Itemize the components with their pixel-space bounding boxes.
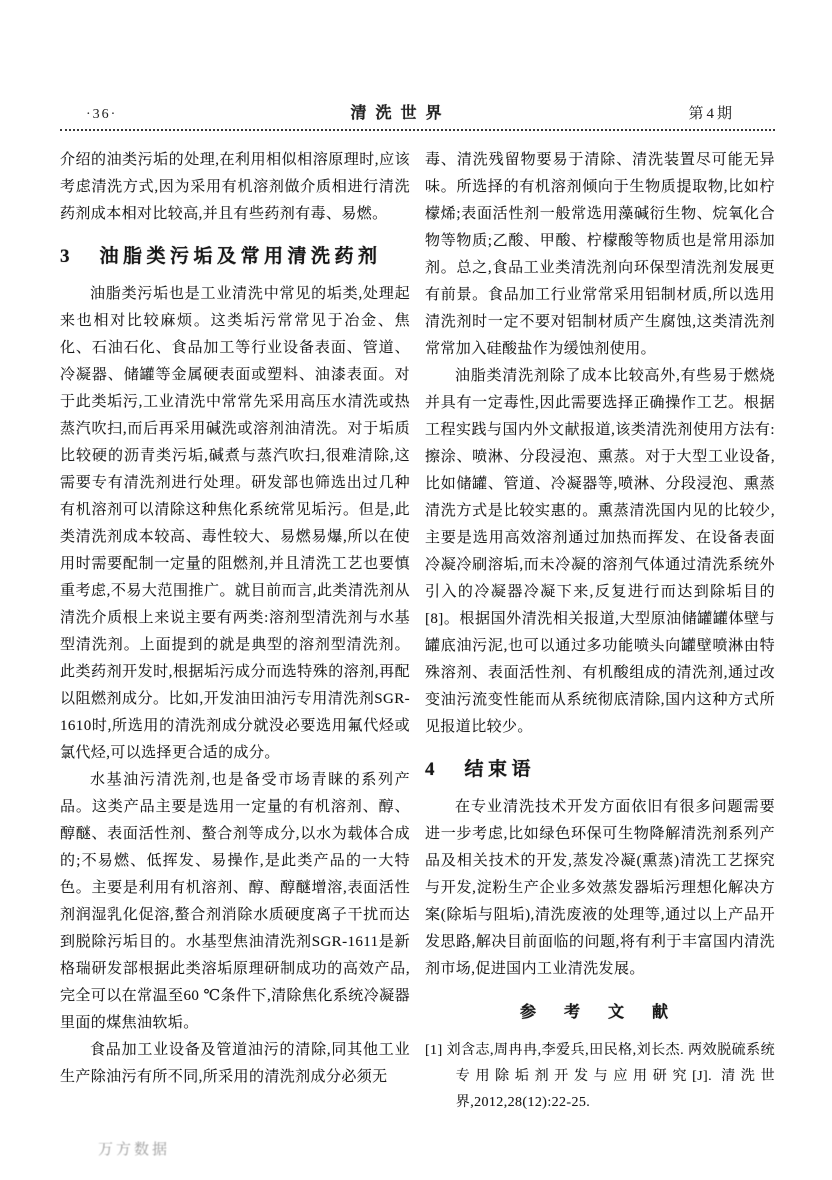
references-heading: 参 考 文 献 xyxy=(519,1004,680,1021)
journal-title: 清洗世界 xyxy=(350,105,451,122)
paragraph-food-continuation: 毒、清洗残留物要易于清除、清洗装置尽可能无异味。所选择的有机溶剂倾向于生物质提取物,比如柠檬烯;表面活性剂一般常选用藻碱衍生物、烷氧化合物等物质;乙酸、甲酸、柠檬酸等物质也是常用添加剂。总之,食品工业类清洗剂向环保型清洗剂发展更有前景。食品加工行业常常采用铝制材质,所以选用清洗剂时一定不要对铝制材质产生腐蚀,这类清洗剂常常加入硅酸盐作为缓蚀剂使用。 xyxy=(425,152,775,357)
section-3-title: 油脂类污垢及常用清洗药剂 xyxy=(99,246,382,267)
paragraph-conclusion: 在专业清洗技术开发方面依旧有很多问题需要进一步考虑,比如绿色环保可生物降解清洗剂系列产品及相关技术的开发,蒸发冷凝(熏蒸)清洗工艺探究与开发,淀粉生产企业多效蒸发器垢污理想化解决方案(除垢与阻垢),清洗废液的处理等,通过以上产品开发思路,解决目前面临的问题,将有利于丰富国内清洗剂市场,促进国内工业清洗发展。 xyxy=(425,799,775,977)
reference-item-1: [1] 刘含志,周冉冉,李爱兵,田民格,刘长杰. 两效脱硫系统专用除垢剂开发与应用研究[J]. 清洗世界,2012,28(12):22-25. xyxy=(425,1043,775,1110)
paragraph-intro-continuation: 介绍的油类污垢的处理,在利用相似相溶原理时,应该考虑清洗方式,因为采用有机溶剂做介质相进行清洗药剂成本相对比较高,并且有些药剂有毒、易燃。 xyxy=(60,152,410,222)
page-number: ·36· xyxy=(86,107,118,122)
paragraph-water-based-cleaner: 水基油污清洗剂,也是备受市场青睐的系列产品。这类产品主要是选用一定量的有机溶剂、醇、醇醚、表面活性剂、螯合剂等成分,以水为载体合成的;不易燃、低挥发、易操作,是此类产品的一大特色。主要是利用有机溶剂、醇、醇醚增溶,表面活性剂润湿乳化促溶,螯合剂消除水质硬度离子干扰而达到脱除污垢目的。水基型焦油清洗剂SGR-1611是新格瑞研发部根据此类溶垢原理研制成功的高效产品,完全可以在常温至60 ℃条件下,清除焦化系统冷凝器里面的煤焦油软垢。 xyxy=(60,772,410,1031)
wanfang-watermark: 万方数据 xyxy=(98,1142,171,1158)
running-header xyxy=(60,100,775,123)
left-column xyxy=(60,147,410,1116)
header-divider xyxy=(60,129,775,131)
section-3-number: 3 xyxy=(60,246,70,267)
section-4-heading xyxy=(425,756,775,783)
section-4-number: 4 xyxy=(425,759,435,780)
issue-number: 第4期 xyxy=(688,106,735,122)
paragraph-oil-dirt: 油脂类污垢也是工业清洗中常见的垢类,处理起来也相对比较麻烦。这类垢污常常见于冶金、焦化、石油石化、食品加工等行业设备表面、管道、冷凝器、储罐等金属硬表面或塑料、油漆表面。对于此类垢污,工业清洗中常常先采用高压水清洗或热蒸汽吹扫,而后再采用碱洗或溶剂油清洗。对于垢质比较硬的沥青类污垢,碱煮与蒸汽吹扫,很难清除,这需要专有清洗剂进行处理。研发部也筛选出过几种有机溶剂可以清除这种焦化系统常见垢污。但是,此类清洗剂成本较高、毒性较大、易燃易爆,所以在使用时需要配制一定量的阻燃剂,并且清洗工艺也要慎重考虑,不易大范围推广。就目前而言,此类清洗剂从清洗介质根上来说主要有两类:溶剂型清洗剂与水基型清洗剂。上面提到的就是典型的溶剂型清洗剂。此类药剂开发时,根据垢污成分而选特殊的溶剂,再配以阻燃剂成分。比如,开发油田油污专用清洗剂SGR-1610时,所选用的清洗剂成分就没必要选用氟代烃或氯代烃,可以选择更合适的成分。 xyxy=(60,286,410,761)
section-4-title: 结束语 xyxy=(464,759,536,780)
section-3-heading xyxy=(60,243,410,270)
paragraph-food-industry: 食品加工业设备及管道油污的清除,同其他工业生产除油污有所不同,所采用的清洗剂成分必须无 xyxy=(60,1042,410,1085)
two-column-body xyxy=(60,147,775,1116)
paragraph-cleaning-methods: 油脂类清洗剂除了成本比较高外,有些易于燃烧并具有一定毒性,因此需要选择正确操作工艺。根据工程实践与国内外文献报道,该类清洗剂使用方法有:擦涂、喷淋、分段浸泡、熏蒸。对于大型工业设备,比如储罐、管道、冷凝器等,喷淋、分段浸泡、熏蒸清洗方式是比较实惠的。熏蒸清洗国内见的比较少,主要是选用高效溶剂通过加热而挥发、在设备表面冷凝冷刷溶垢,而未冷凝的溶剂气体通过清洗系统外引入的冷凝器冷凝下来,反复进行而达到除垢目的[8]。根据国外清洗相关报道,大型原油储罐罐体壁与罐底油污泥,也可以通过多功能喷头向罐壁喷淋由特殊溶剂、表面活性剂、有机酸组成的清洗剂,通过改变油污流变性能而从系统彻底清除,国内这种方式所见报道比较少。 xyxy=(425,368,775,735)
right-column xyxy=(425,147,775,1116)
